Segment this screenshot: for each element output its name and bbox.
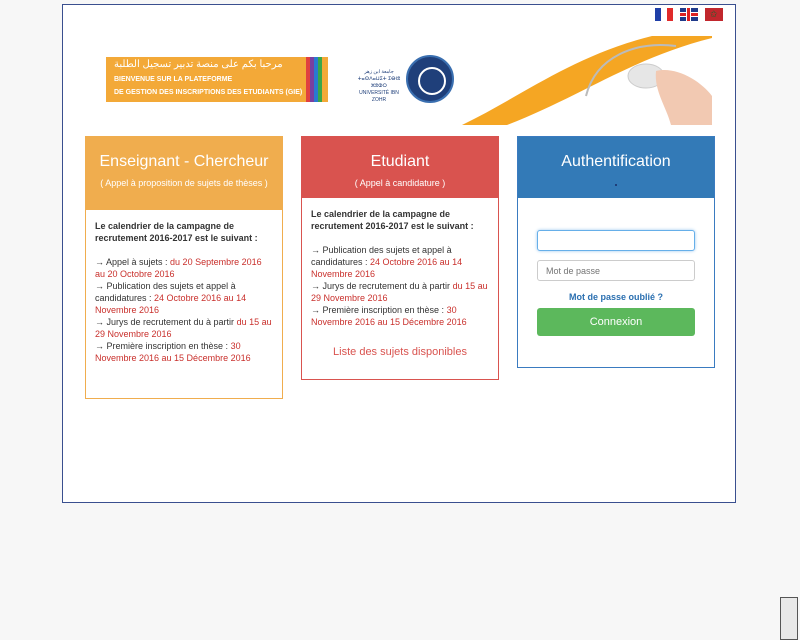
connexion-button[interactable]: Connexion (537, 308, 695, 336)
list-item (311, 244, 489, 280)
item-date: du 15 au 29 Novembre 2016 (311, 281, 488, 303)
item-label: → Appel à sujets : (95, 257, 171, 267)
item-label: → Publication des sujets et appel à candidatures : (311, 245, 452, 267)
item-label: → Jurys de recrutement du à partir (95, 317, 237, 327)
item-date: 24 Octobre 2016 au 14 Novembre 2016 (311, 257, 463, 279)
header-banner (106, 36, 712, 125)
auth-title: Authentification (561, 153, 671, 170)
etudiant-panel (301, 136, 499, 380)
flag-uk-icon[interactable] (680, 8, 698, 21)
mouse-hand-icon (576, 36, 712, 125)
etudiant-subtitle: ( Appel à candidature ) (354, 178, 446, 188)
university-arabic: جامعة ابن زهر (364, 69, 394, 75)
item-label: → Première inscription en thèse : (95, 341, 231, 351)
banner-line-1: BIENVENUE SUR LA PLATEFORME (114, 76, 233, 83)
item-date: du 20 Septembre 2016 au 20 Octobre 2016 (95, 257, 262, 279)
item-label: → Publication des sujets et appel à candidatures : (95, 281, 236, 303)
university-latin: UNIVERSITÉ IBN ZOHR (359, 90, 399, 103)
forgot-password-link[interactable]: Mot de passe oublié ? (568, 292, 663, 302)
flag-ma-icon[interactable]: ✩ (705, 8, 723, 21)
item-date: 24 Octobre 2016 au 14 Novembre 2016 (95, 293, 247, 315)
list-item (95, 316, 273, 340)
item-date: 30 Novembre 2016 au 15 Décembre 2016 (311, 305, 467, 327)
item-date: du 15 au 29 Novembre 2016 (95, 317, 272, 339)
item-date: 30 Novembre 2016 au 15 Décembre 2016 (95, 341, 251, 363)
list-item (311, 280, 489, 304)
flag-fr-icon[interactable] (655, 8, 673, 21)
auth-panel (517, 136, 715, 368)
university-logo-icon (406, 55, 454, 103)
list-item (95, 256, 273, 280)
list-item (95, 280, 273, 316)
banner-line-2: DE GESTION DES INSCRIPTIONS DES ETUDIANTS (GIE) (114, 89, 303, 96)
item-label: → Première inscription en thèse : (311, 305, 447, 315)
auth-header (518, 137, 714, 198)
item-label: → Jurys de recrutement du à partir (311, 281, 453, 291)
banner-arabic-text: مرحبا بكم على منصة تدبير تسجيل الطلبة (114, 59, 283, 70)
enseignant-lead: Le calendrier de la campagne de recrutement 2016-2017 est le suivant : (95, 221, 258, 243)
scroll-handle[interactable] (780, 597, 798, 640)
username-input[interactable] (537, 230, 695, 251)
language-selector (655, 8, 723, 21)
enseignant-body (86, 210, 282, 374)
enseignant-panel (85, 136, 283, 399)
available-subjects-link[interactable]: Liste des sujets disponibles (333, 346, 467, 358)
etudiant-lead: Le calendrier de la campagne de recrutement 2016-2017 est le suivant : (311, 209, 474, 231)
university-name (354, 69, 404, 104)
enseignant-title: Enseignant - Chercheur (99, 153, 269, 170)
main-frame (62, 4, 736, 503)
list-item (95, 340, 273, 364)
enseignant-subtitle: ( Appel à proposition de sujets de thèses ) (100, 178, 268, 188)
password-input[interactable] (537, 260, 695, 281)
enseignant-header (86, 137, 282, 210)
header-dot (615, 184, 617, 186)
banner-stripes (306, 57, 328, 102)
list-item (311, 304, 489, 328)
etudiant-header (302, 137, 498, 198)
university-tifinagh: ⵜⴰⵙⴷⴰⵡⵉⵜ ⵉⴱⵏⵓ ⵣⵓⵀⵔ (357, 76, 401, 89)
etudiant-body (302, 198, 498, 368)
etudiant-title: Etudiant (370, 153, 430, 170)
